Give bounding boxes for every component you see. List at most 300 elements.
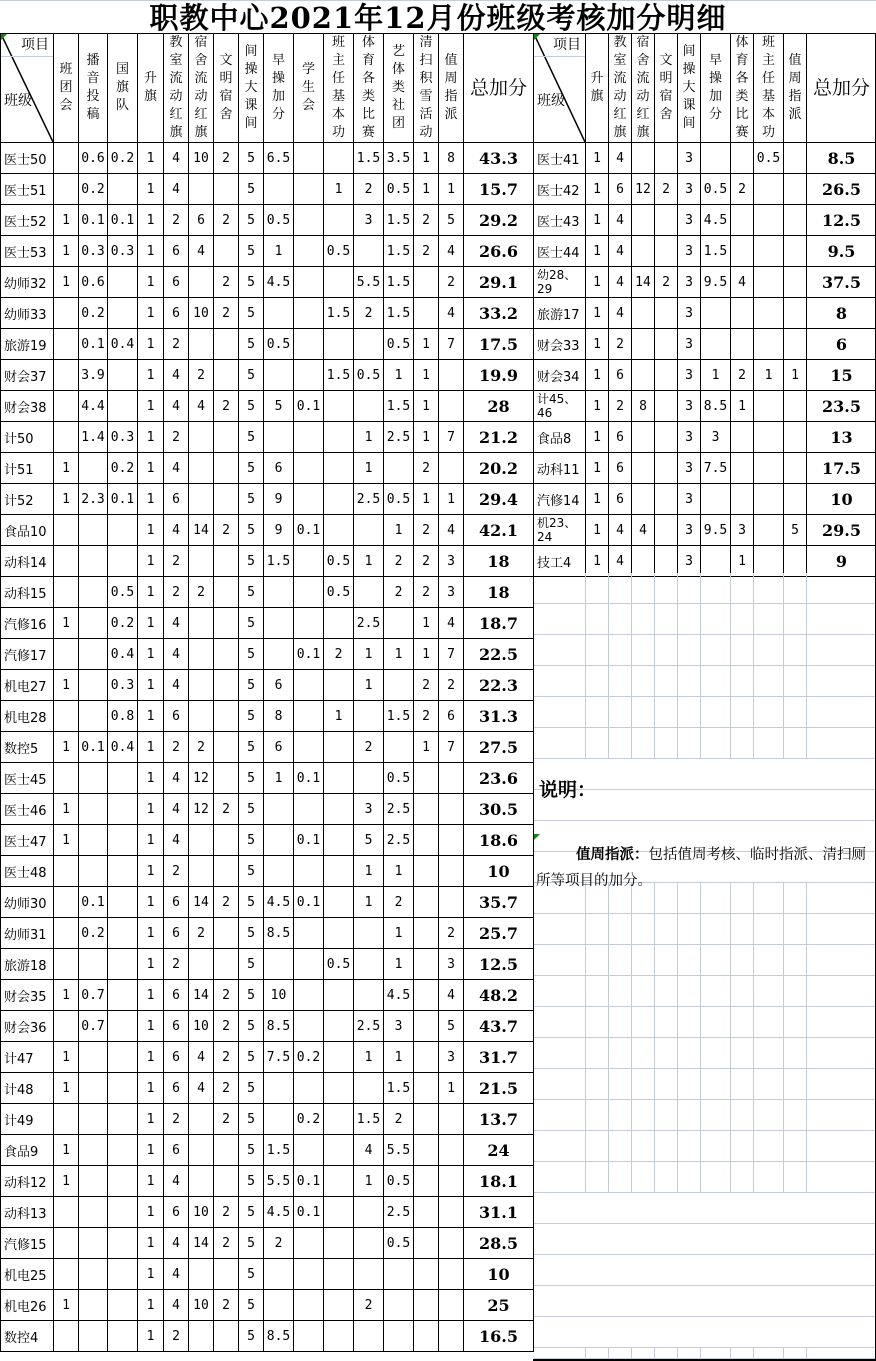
score-cell[interactable]: [784, 174, 807, 205]
score-cell[interactable]: 0.2: [79, 918, 108, 949]
score-cell[interactable]: [354, 1259, 384, 1290]
score-cell[interactable]: 3: [731, 515, 754, 546]
score-cell[interactable]: 0.5: [384, 1166, 414, 1197]
score-cell[interactable]: 8: [632, 391, 655, 422]
score-cell[interactable]: [294, 1259, 324, 1290]
total-score-cell[interactable]: 17.5: [464, 329, 534, 360]
score-cell[interactable]: 1: [754, 360, 784, 391]
score-cell[interactable]: [108, 1290, 138, 1321]
score-cell[interactable]: [108, 1259, 138, 1290]
score-cell[interactable]: 0.1: [294, 887, 324, 918]
score-cell[interactable]: [754, 453, 784, 484]
score-cell[interactable]: 1: [354, 670, 384, 701]
score-cell[interactable]: 14: [189, 980, 214, 1011]
score-cell[interactable]: 1.5: [324, 360, 354, 391]
score-cell[interactable]: 1: [138, 763, 164, 794]
score-cell[interactable]: 4: [439, 980, 464, 1011]
score-cell[interactable]: [731, 298, 754, 329]
total-score-cell[interactable]: 10: [464, 1259, 534, 1290]
score-cell[interactable]: [439, 1104, 464, 1135]
class-name-cell[interactable]: 计47: [1, 1042, 54, 1073]
score-cell[interactable]: [414, 1042, 439, 1073]
score-cell[interactable]: 5: [439, 205, 464, 236]
class-name-cell[interactable]: 财会35: [1, 980, 54, 1011]
score-cell[interactable]: 1: [138, 453, 164, 484]
score-cell[interactable]: 1: [138, 360, 164, 391]
score-cell[interactable]: 1: [54, 1290, 79, 1321]
score-cell[interactable]: 2: [189, 732, 214, 763]
score-cell[interactable]: [439, 1290, 464, 1321]
score-cell[interactable]: 2: [384, 577, 414, 608]
score-cell[interactable]: [54, 174, 79, 205]
score-cell[interactable]: 1: [138, 1042, 164, 1073]
score-cell[interactable]: 7: [439, 639, 464, 670]
score-cell[interactable]: 1.5: [384, 701, 414, 732]
score-cell[interactable]: 3: [384, 1011, 414, 1042]
class-name-cell[interactable]: 机电26: [1, 1290, 54, 1321]
score-cell[interactable]: [108, 1166, 138, 1197]
score-cell[interactable]: 14: [189, 515, 214, 546]
score-cell[interactable]: 2: [164, 732, 189, 763]
score-cell[interactable]: 4: [164, 608, 189, 639]
score-cell[interactable]: 6: [164, 1135, 189, 1166]
class-name-cell[interactable]: 幼师32: [1, 267, 54, 298]
class-name-cell[interactable]: 幼师33: [1, 298, 54, 329]
score-cell[interactable]: 0.1: [294, 515, 324, 546]
score-cell[interactable]: [384, 453, 414, 484]
score-cell[interactable]: [108, 825, 138, 856]
score-cell[interactable]: 1: [586, 515, 609, 546]
score-cell[interactable]: [108, 763, 138, 794]
score-cell[interactable]: [214, 701, 239, 732]
class-name-cell[interactable]: 汽修14: [534, 484, 586, 515]
score-cell[interactable]: 4: [164, 1228, 189, 1259]
score-cell[interactable]: 5: [784, 515, 807, 546]
score-cell[interactable]: [294, 980, 324, 1011]
score-cell[interactable]: 1: [138, 1290, 164, 1321]
score-cell[interactable]: [294, 732, 324, 763]
score-cell[interactable]: 4: [609, 236, 632, 267]
score-cell[interactable]: 6: [164, 1042, 189, 1073]
score-cell[interactable]: 6: [609, 484, 632, 515]
score-cell[interactable]: 1: [138, 949, 164, 980]
score-cell[interactable]: [655, 329, 678, 360]
score-cell[interactable]: [324, 732, 354, 763]
score-cell[interactable]: 0.2: [294, 1104, 324, 1135]
score-cell[interactable]: 1: [384, 1042, 414, 1073]
score-cell[interactable]: [189, 949, 214, 980]
score-cell[interactable]: [189, 1166, 214, 1197]
class-name-cell[interactable]: 医士50: [1, 143, 54, 174]
score-cell[interactable]: [79, 825, 108, 856]
score-cell[interactable]: 4: [609, 515, 632, 546]
score-cell[interactable]: 1: [54, 670, 79, 701]
score-cell[interactable]: 1: [138, 1073, 164, 1104]
score-cell[interactable]: [189, 422, 214, 453]
score-cell[interactable]: 4: [609, 267, 632, 298]
score-cell[interactable]: [79, 949, 108, 980]
score-cell[interactable]: 1: [138, 670, 164, 701]
score-cell[interactable]: 0.2: [108, 453, 138, 484]
score-cell[interactable]: 10: [189, 298, 214, 329]
score-cell[interactable]: [189, 825, 214, 856]
score-cell[interactable]: 2: [214, 205, 239, 236]
score-cell[interactable]: [264, 794, 294, 825]
score-cell[interactable]: 2.5: [384, 825, 414, 856]
score-cell[interactable]: 4: [439, 515, 464, 546]
score-cell[interactable]: 4: [189, 1073, 214, 1104]
score-cell[interactable]: 6: [164, 484, 189, 515]
score-cell[interactable]: 1: [138, 267, 164, 298]
score-cell[interactable]: 5: [239, 639, 264, 670]
score-cell[interactable]: 1: [54, 1073, 79, 1104]
score-cell[interactable]: 1: [354, 453, 384, 484]
score-cell[interactable]: 4: [164, 143, 189, 174]
score-cell[interactable]: [264, 422, 294, 453]
score-cell[interactable]: [108, 887, 138, 918]
score-cell[interactable]: [294, 546, 324, 577]
score-cell[interactable]: [439, 763, 464, 794]
class-name-cell[interactable]: 幼28、29: [534, 267, 586, 298]
score-cell[interactable]: 2: [354, 1290, 384, 1321]
score-cell[interactable]: 0.3: [79, 236, 108, 267]
score-cell[interactable]: 6: [609, 174, 632, 205]
score-cell[interactable]: [108, 546, 138, 577]
score-cell[interactable]: [79, 1259, 108, 1290]
score-cell[interactable]: 1: [414, 360, 439, 391]
score-cell[interactable]: 2: [384, 887, 414, 918]
score-cell[interactable]: 6: [164, 1073, 189, 1104]
score-cell[interactable]: 4: [354, 1135, 384, 1166]
score-cell[interactable]: [439, 1321, 464, 1352]
score-cell[interactable]: 2.5: [384, 422, 414, 453]
score-cell[interactable]: [264, 856, 294, 887]
score-cell[interactable]: 4: [439, 608, 464, 639]
score-cell[interactable]: 8.5: [701, 391, 731, 422]
score-cell[interactable]: 1: [384, 515, 414, 546]
score-cell[interactable]: 5: [239, 143, 264, 174]
score-cell[interactable]: 1: [138, 1197, 164, 1228]
score-cell[interactable]: 2: [414, 453, 439, 484]
score-cell[interactable]: 4.5: [701, 205, 731, 236]
score-cell[interactable]: 2: [214, 794, 239, 825]
score-cell[interactable]: 4: [164, 1166, 189, 1197]
class-name-cell[interactable]: 机23、24: [534, 515, 586, 546]
total-score-cell[interactable]: 10: [807, 484, 876, 515]
score-cell[interactable]: 6: [164, 980, 189, 1011]
score-cell[interactable]: 2: [164, 1321, 189, 1352]
score-cell[interactable]: [54, 1197, 79, 1228]
score-cell[interactable]: [189, 639, 214, 670]
score-cell[interactable]: 7: [439, 422, 464, 453]
score-cell[interactable]: 2: [214, 1073, 239, 1104]
class-name-cell[interactable]: 机电27: [1, 670, 54, 701]
score-cell[interactable]: [324, 825, 354, 856]
score-cell[interactable]: [214, 856, 239, 887]
class-name-cell[interactable]: 旅游19: [1, 329, 54, 360]
total-score-cell[interactable]: 10: [464, 856, 534, 887]
score-cell[interactable]: 1: [138, 1321, 164, 1352]
score-cell[interactable]: [214, 732, 239, 763]
score-cell[interactable]: [439, 856, 464, 887]
score-cell[interactable]: 0.1: [79, 329, 108, 360]
score-cell[interactable]: 7: [439, 329, 464, 360]
total-score-cell[interactable]: 8.5: [807, 143, 876, 174]
class-name-cell[interactable]: 汽修17: [1, 639, 54, 670]
score-cell[interactable]: [784, 391, 807, 422]
class-name-cell[interactable]: 医士52: [1, 205, 54, 236]
score-cell[interactable]: [731, 453, 754, 484]
score-cell[interactable]: [439, 887, 464, 918]
score-cell[interactable]: 2: [214, 515, 239, 546]
score-cell[interactable]: 5: [239, 298, 264, 329]
score-cell[interactable]: 5: [239, 1073, 264, 1104]
score-cell[interactable]: [79, 763, 108, 794]
score-cell[interactable]: 4: [439, 298, 464, 329]
score-cell[interactable]: 1.5: [264, 1135, 294, 1166]
score-cell[interactable]: 1: [138, 639, 164, 670]
score-cell[interactable]: 6: [264, 732, 294, 763]
score-cell[interactable]: 1: [138, 887, 164, 918]
score-cell[interactable]: 2: [164, 546, 189, 577]
score-cell[interactable]: 0.5: [354, 360, 384, 391]
score-cell[interactable]: 2: [214, 1042, 239, 1073]
score-cell[interactable]: [324, 515, 354, 546]
score-cell[interactable]: [54, 949, 79, 980]
score-cell[interactable]: 1: [586, 453, 609, 484]
total-score-cell[interactable]: 17.5: [807, 453, 876, 484]
score-cell[interactable]: 5: [239, 205, 264, 236]
score-cell[interactable]: [214, 360, 239, 391]
score-cell[interactable]: [108, 515, 138, 546]
score-cell[interactable]: 1: [264, 236, 294, 267]
score-cell[interactable]: [655, 515, 678, 546]
score-cell[interactable]: 3: [678, 391, 701, 422]
score-cell[interactable]: 1: [354, 422, 384, 453]
score-cell[interactable]: 2: [324, 639, 354, 670]
score-cell[interactable]: 4: [164, 1259, 189, 1290]
score-cell[interactable]: 2: [655, 174, 678, 205]
score-cell[interactable]: 2.5: [384, 794, 414, 825]
score-cell[interactable]: [108, 1073, 138, 1104]
score-cell[interactable]: 1: [54, 1166, 79, 1197]
score-cell[interactable]: [264, 1073, 294, 1104]
score-cell[interactable]: [632, 236, 655, 267]
score-cell[interactable]: [214, 670, 239, 701]
score-cell[interactable]: 2: [414, 546, 439, 577]
score-cell[interactable]: [294, 1135, 324, 1166]
score-cell[interactable]: 7: [439, 732, 464, 763]
class-name-cell[interactable]: 财会37: [1, 360, 54, 391]
total-score-cell[interactable]: 37.5: [807, 267, 876, 298]
score-cell[interactable]: 4.4: [79, 391, 108, 422]
score-cell[interactable]: 5: [239, 732, 264, 763]
score-cell[interactable]: 1.5: [384, 205, 414, 236]
score-cell[interactable]: 6: [609, 360, 632, 391]
score-cell[interactable]: 1: [54, 1042, 79, 1073]
class-name-cell[interactable]: 计48: [1, 1073, 54, 1104]
score-cell[interactable]: [784, 453, 807, 484]
score-cell[interactable]: [264, 1290, 294, 1321]
score-cell[interactable]: [414, 825, 439, 856]
score-cell[interactable]: 4: [164, 453, 189, 484]
score-cell[interactable]: 1: [586, 391, 609, 422]
score-cell[interactable]: [108, 391, 138, 422]
score-cell[interactable]: [189, 484, 214, 515]
score-cell[interactable]: [754, 515, 784, 546]
score-cell[interactable]: 4.5: [264, 267, 294, 298]
score-cell[interactable]: 2.5: [354, 484, 384, 515]
score-cell[interactable]: 3: [678, 143, 701, 174]
score-cell[interactable]: 2: [439, 918, 464, 949]
score-cell[interactable]: 5: [239, 1042, 264, 1073]
score-cell[interactable]: 1: [138, 205, 164, 236]
score-cell[interactable]: 5: [239, 1166, 264, 1197]
score-cell[interactable]: 4: [164, 1290, 189, 1321]
score-cell[interactable]: 2: [189, 360, 214, 391]
score-cell[interactable]: 2: [414, 236, 439, 267]
score-cell[interactable]: [632, 422, 655, 453]
score-cell[interactable]: 0.8: [108, 701, 138, 732]
score-cell[interactable]: [294, 1290, 324, 1321]
class-name-cell[interactable]: 计45、46: [534, 391, 586, 422]
score-cell[interactable]: [79, 1166, 108, 1197]
score-cell[interactable]: [189, 856, 214, 887]
score-cell[interactable]: 6: [164, 267, 189, 298]
score-cell[interactable]: 5: [239, 794, 264, 825]
score-cell[interactable]: 0.3: [108, 236, 138, 267]
score-cell[interactable]: 1: [586, 422, 609, 453]
score-cell[interactable]: [655, 453, 678, 484]
score-cell[interactable]: 0.6: [79, 143, 108, 174]
class-name-cell[interactable]: 医士42: [534, 174, 586, 205]
score-cell[interactable]: 2: [414, 701, 439, 732]
score-cell[interactable]: [214, 763, 239, 794]
score-cell[interactable]: 0.3: [108, 422, 138, 453]
score-cell[interactable]: 5: [239, 577, 264, 608]
score-cell[interactable]: [79, 856, 108, 887]
score-cell[interactable]: [79, 515, 108, 546]
score-cell[interactable]: 5: [239, 1228, 264, 1259]
score-cell[interactable]: [414, 1104, 439, 1135]
score-cell[interactable]: [189, 1104, 214, 1135]
score-cell[interactable]: 1: [138, 608, 164, 639]
score-cell[interactable]: [632, 329, 655, 360]
score-cell[interactable]: [54, 887, 79, 918]
score-cell[interactable]: [79, 1290, 108, 1321]
score-cell[interactable]: 1: [138, 980, 164, 1011]
score-cell[interactable]: 2: [354, 732, 384, 763]
score-cell[interactable]: [384, 1290, 414, 1321]
score-cell[interactable]: [384, 670, 414, 701]
score-cell[interactable]: 2: [189, 918, 214, 949]
score-cell[interactable]: 5: [239, 1135, 264, 1166]
score-cell[interactable]: 4: [164, 763, 189, 794]
score-cell[interactable]: [414, 298, 439, 329]
score-cell[interactable]: 2.5: [354, 1011, 384, 1042]
score-cell[interactable]: 10: [189, 1197, 214, 1228]
class-name-cell[interactable]: 动科13: [1, 1197, 54, 1228]
score-cell[interactable]: [414, 1073, 439, 1104]
score-cell[interactable]: 0.5: [384, 174, 414, 205]
score-cell[interactable]: 1: [138, 546, 164, 577]
score-cell[interactable]: [354, 701, 384, 732]
score-cell[interactable]: 1: [138, 174, 164, 205]
score-cell[interactable]: 1: [354, 639, 384, 670]
score-cell[interactable]: 1: [384, 639, 414, 670]
score-cell[interactable]: 1: [264, 763, 294, 794]
score-cell[interactable]: [324, 1104, 354, 1135]
score-cell[interactable]: 5: [239, 484, 264, 515]
score-cell[interactable]: 2: [414, 577, 439, 608]
score-cell[interactable]: 4: [189, 391, 214, 422]
score-cell[interactable]: [264, 174, 294, 205]
score-cell[interactable]: 5: [239, 329, 264, 360]
score-cell[interactable]: [354, 1321, 384, 1352]
score-cell[interactable]: [108, 1197, 138, 1228]
score-cell[interactable]: 1: [384, 918, 414, 949]
score-cell[interactable]: 1: [54, 608, 79, 639]
score-cell[interactable]: 0.3: [108, 670, 138, 701]
score-cell[interactable]: [384, 608, 414, 639]
score-cell[interactable]: [414, 1197, 439, 1228]
score-cell[interactable]: [701, 298, 731, 329]
score-cell[interactable]: [189, 1259, 214, 1290]
score-cell[interactable]: [189, 1321, 214, 1352]
score-cell[interactable]: [655, 143, 678, 174]
score-cell[interactable]: [108, 360, 138, 391]
total-score-cell[interactable]: 28: [464, 391, 534, 422]
score-cell[interactable]: 2: [189, 577, 214, 608]
score-cell[interactable]: 1: [54, 267, 79, 298]
score-cell[interactable]: 5.5: [264, 1166, 294, 1197]
score-cell[interactable]: [414, 1011, 439, 1042]
score-cell[interactable]: [294, 1073, 324, 1104]
score-cell[interactable]: [79, 577, 108, 608]
score-cell[interactable]: 4: [164, 639, 189, 670]
score-cell[interactable]: 0.2: [79, 174, 108, 205]
score-cell[interactable]: [324, 608, 354, 639]
score-cell[interactable]: [79, 1135, 108, 1166]
score-cell[interactable]: 5: [239, 391, 264, 422]
score-cell[interactable]: [414, 918, 439, 949]
score-cell[interactable]: 0.5: [754, 143, 784, 174]
score-cell[interactable]: [324, 1321, 354, 1352]
score-cell[interactable]: 1: [138, 515, 164, 546]
score-cell[interactable]: [214, 608, 239, 639]
score-cell[interactable]: [655, 391, 678, 422]
score-cell[interactable]: [754, 236, 784, 267]
total-score-cell[interactable]: 12.5: [807, 205, 876, 236]
score-cell[interactable]: 1: [586, 329, 609, 360]
score-cell[interactable]: 2: [214, 1197, 239, 1228]
total-score-cell[interactable]: 29.4: [464, 484, 534, 515]
score-cell[interactable]: [214, 1321, 239, 1352]
score-cell[interactable]: 1: [586, 174, 609, 205]
score-cell[interactable]: 10: [189, 1011, 214, 1042]
score-cell[interactable]: [784, 298, 807, 329]
score-cell[interactable]: 4.5: [264, 1197, 294, 1228]
score-cell[interactable]: [294, 701, 324, 732]
score-cell[interactable]: 5: [239, 918, 264, 949]
score-cell[interactable]: [54, 856, 79, 887]
score-cell[interactable]: 3: [439, 577, 464, 608]
score-cell[interactable]: [731, 484, 754, 515]
total-score-cell[interactable]: 35.7: [464, 887, 534, 918]
score-cell[interactable]: [214, 918, 239, 949]
score-cell[interactable]: [384, 732, 414, 763]
score-cell[interactable]: 1.5: [384, 236, 414, 267]
